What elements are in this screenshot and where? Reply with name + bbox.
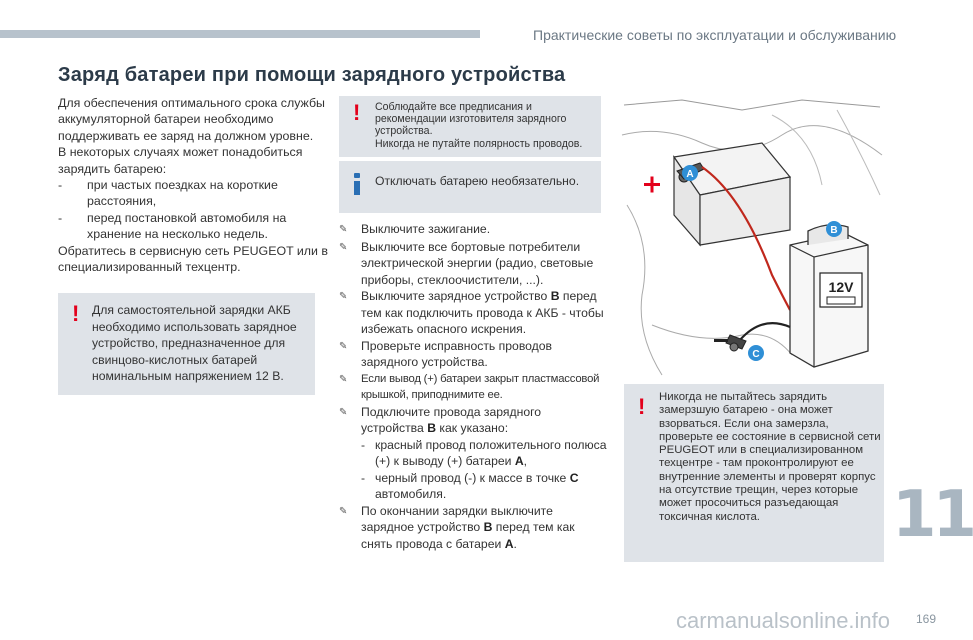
svg-text:A: A bbox=[686, 169, 694, 180]
arrow-icon: ✎ bbox=[339, 373, 348, 385]
intro-paragraph: Обратитесь в сервисную сеть PEUGEOT или в специализированный техцентр. bbox=[58, 243, 328, 275]
warning-text: Никогда не пытайтесь зарядить замерзшую батарею - она может взорваться. Если она замерзла, проверьте ее состояние в сервисной сети PEUGEOT или в специализированном техцентре - там проконтролируют ее внутренние элементы и проверят корпус на отсутствие трещин, через которые может просочиться разъедающая токсичная кислота. bbox=[659, 391, 881, 523]
warning-icon: ! bbox=[72, 301, 80, 326]
arrow-icon: ✎ bbox=[339, 291, 348, 302]
list-item: ✎ Выключите зарядное устройство B перед тем как подключить провода к АКБ - чтобы избежать опасного искрения. bbox=[339, 289, 604, 336]
list-item: ✎ Подключите провода зарядного устройства B как указано: - красный провод положительного полюса (+) к выводу (+) батареи A, - черный провод (-) к массе в точке C автомобиля. bbox=[339, 404, 607, 501]
list-item: ✎ Проверьте исправность проводов зарядного устройства. bbox=[339, 338, 553, 369]
warning-text: Соблюдайте все предписания и рекомендации изготовителя зарядного устройства. Никогда не путайте полярность проводов. bbox=[375, 101, 583, 150]
header-bar bbox=[0, 30, 480, 38]
intro-column bbox=[58, 95, 328, 275]
page-number: 169 bbox=[916, 612, 937, 626]
chapter-number: 11 bbox=[892, 478, 973, 552]
arrow-icon: ✎ bbox=[339, 505, 348, 517]
list-item: ✎ По окончании зарядки выключите зарядное устройство B перед тем как снять провода с батареи A. bbox=[339, 503, 575, 551]
warning-box-manufacturer bbox=[339, 96, 601, 157]
watermark: carmanualsonline.info bbox=[676, 608, 891, 633]
sub-list-item: - черный провод (-) к массе в точке C автомобиля. bbox=[361, 470, 579, 501]
steps-list bbox=[339, 221, 607, 552]
list-item: ✎ Если вывод (+) батареи закрыт пластмассовой крышкой, приподнимите ее. bbox=[339, 371, 607, 404]
list-item: ✎ Выключите зажигание. bbox=[339, 221, 607, 239]
warning-icon: ! bbox=[353, 100, 361, 125]
arrow-icon: ✎ bbox=[339, 241, 348, 253]
warning-box-frozen bbox=[624, 384, 884, 562]
warning-icon: ! bbox=[638, 394, 646, 419]
svg-text:C: C bbox=[752, 349, 760, 360]
info-icon bbox=[353, 173, 361, 195]
arrow-icon: ✎ bbox=[339, 340, 348, 352]
page-title: Заряд батареи при помощи зарядного устройства bbox=[58, 64, 566, 86]
info-text: Отключать батарею необязательно. bbox=[375, 174, 580, 188]
warning-text: Для самостоятельной зарядки АКБ необходимо использовать зарядное устройство, предназначенное для свинцово-кислотных батарей номинальным напряжением 12 В. bbox=[92, 303, 297, 384]
list-item: - перед постановкой автомобиля на хранение на несколько недель. bbox=[58, 210, 287, 242]
sub-list-item: - красный провод положительного полюса (+) к выводу (+) батареи A, bbox=[361, 437, 607, 468]
arrow-icon: ✎ bbox=[339, 224, 348, 235]
arrow-icon: ✎ bbox=[339, 406, 348, 418]
svg-text:12V: 12V bbox=[828, 279, 854, 295]
intro-paragraph: Для обеспечения оптимального срока службы аккумуляторной батареи необходимо поддерживать ее заряд на должном уровне. bbox=[58, 96, 325, 143]
warning-box-charger bbox=[58, 293, 315, 395]
minus-sign bbox=[714, 339, 728, 342]
list-item: ✎ Выключите все бортовые потребители электрической энергии (радио, световые приборы, стеклоочистители, ...). bbox=[339, 239, 594, 287]
info-box-disconnect bbox=[339, 161, 601, 213]
list-item: - при частых поездках на короткие расстояния, bbox=[58, 178, 278, 209]
svg-text:B: B bbox=[830, 225, 838, 236]
battery-charger-illustration bbox=[622, 95, 884, 378]
section-title: Практические советы по эксплуатации и обслуживанию bbox=[533, 27, 897, 43]
intro-paragraph: В некоторых случаях может понадобиться зарядить батарею: bbox=[58, 145, 303, 176]
